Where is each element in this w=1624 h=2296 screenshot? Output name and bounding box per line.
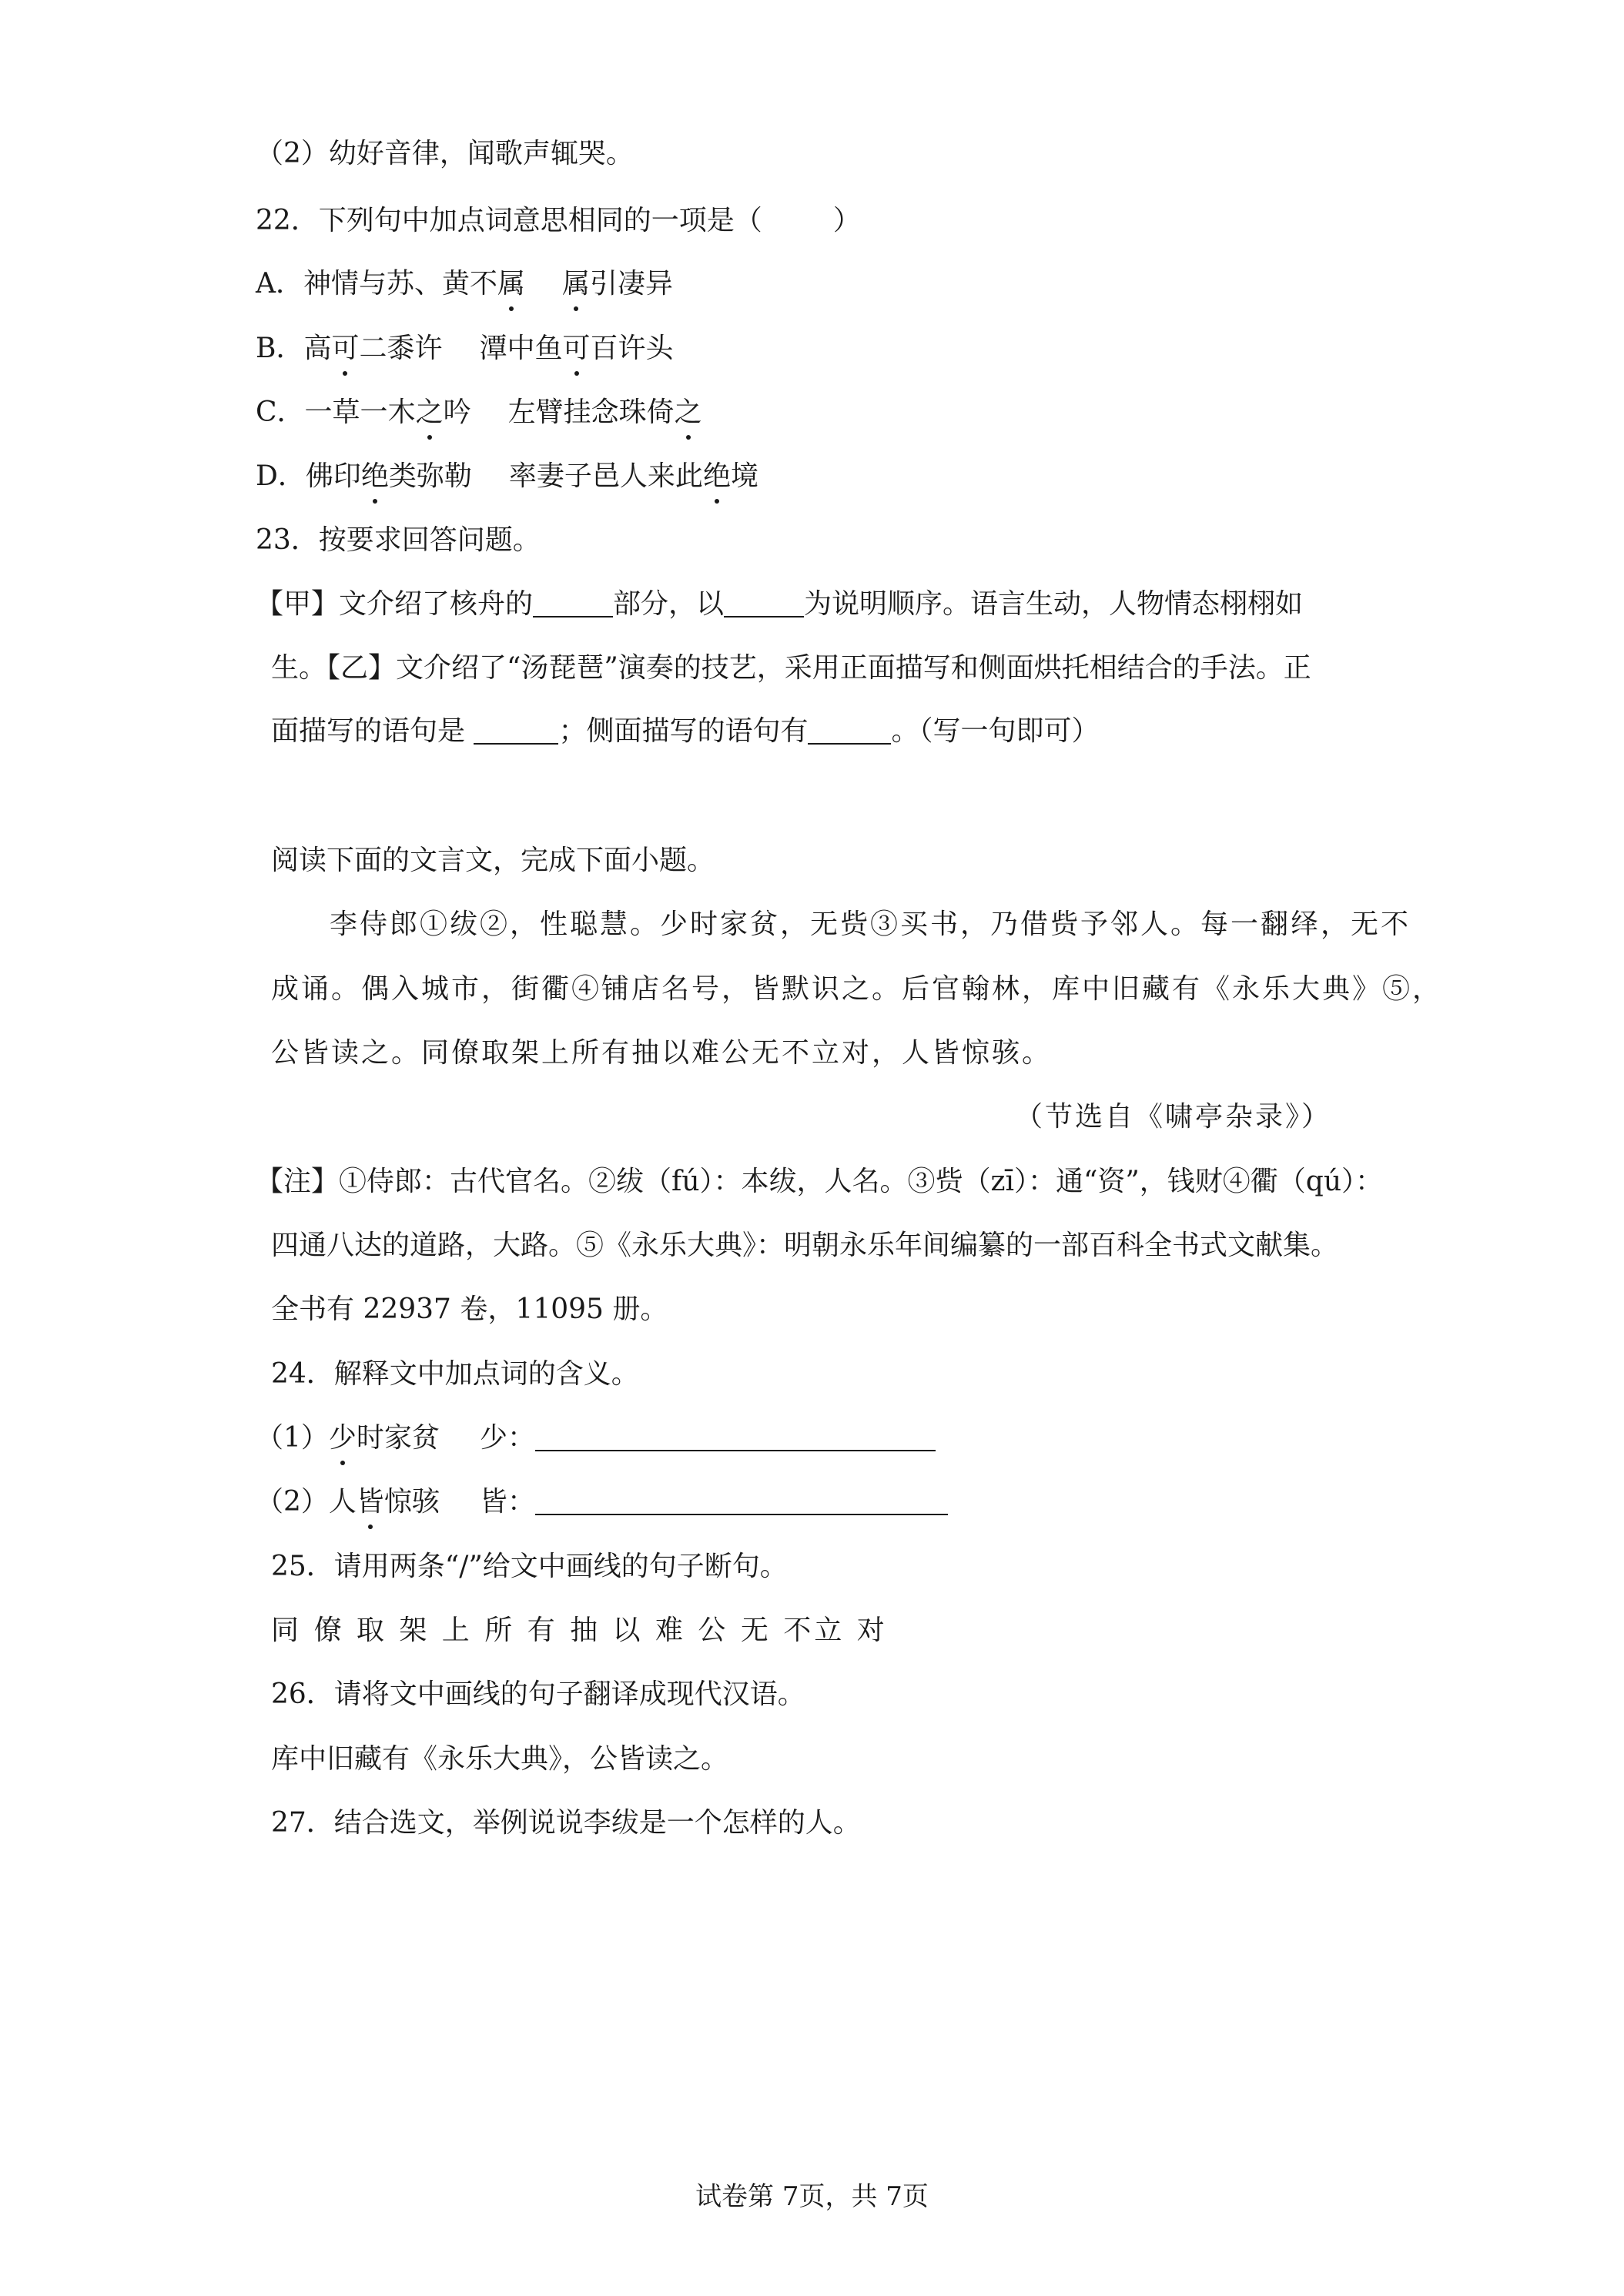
- q27-title: 27．结合选文，举例说说李绂是一个怎样的人。: [271, 1807, 861, 1839]
- page-footer: 试卷第 7页，共 7页: [695, 2181, 929, 2212]
- dotted-word: 皆: [357, 1483, 384, 1521]
- option-letter: C．: [256, 397, 305, 428]
- option-text: 高: [303, 333, 332, 364]
- dotted-word: 少: [329, 1419, 357, 1458]
- q25-title: 25．请用两条“/”给文中画线的句子断句。: [271, 1551, 788, 1582]
- q22-option-a: [0, 265, 1624, 303]
- option-text: 佛印: [305, 460, 361, 492]
- dotted-word: 之: [675, 393, 702, 432]
- q22-option-d: [0, 457, 1624, 496]
- q26-title: 26．请将文中画线的句子翻译成现代汉语。: [271, 1678, 805, 1710]
- dotted-word: 绝: [703, 457, 731, 496]
- q25-sentence: 同 僚 取 架 上 所 有 抽 以 难 公 无 不立 对: [271, 1615, 888, 1646]
- q22-stem-text: 22．下列句中加点词意思相同的一项是（: [256, 205, 762, 236]
- option-text: 百许头: [590, 333, 674, 364]
- option-text: 二黍许: [359, 333, 443, 364]
- option-letter: B．: [256, 333, 304, 364]
- option-text: 率妻子邑人来此: [508, 460, 703, 492]
- q26-sentence: 库中旧藏有《永乐大典》，公皆读之。: [271, 1743, 729, 1775]
- q22-option-c: [0, 393, 1624, 432]
- q23-line-3: 面描写的语句是 ；侧面描写的语句有 。（写一句即可）: [271, 715, 1100, 747]
- q22-stem: [0, 202, 1624, 240]
- answer-blank[interactable]: [474, 717, 558, 745]
- q24-item-2: （2）人皆惊骇 皆：: [0, 1483, 1624, 1521]
- q22-stem-close: ）: [832, 205, 861, 236]
- q21-item-2: （2）幼好音律，闻歌声辄哭。: [256, 138, 634, 169]
- option-text: 引凄异: [590, 268, 674, 300]
- passage-line-3: 公皆读之。同僚取架上所有抽以难公无不立对，人皆惊骇。: [271, 1037, 1053, 1069]
- passage-line-2: 成诵。偶入城市，街衢④铺店名号，皆默识之。后官翰林，库中旧藏有《永乐大典》⑤，: [271, 973, 1443, 1005]
- option-text: 境: [730, 460, 758, 492]
- option-letter: A．: [256, 268, 303, 300]
- answer-blank[interactable]: [724, 590, 804, 618]
- answer-line[interactable]: [535, 1424, 936, 1451]
- dotted-word: 之: [416, 393, 444, 432]
- option-letter: D．: [256, 460, 306, 492]
- reading-intro: 阅读下面的文言文，完成下面小题。: [271, 845, 715, 876]
- option-text: 吟: [443, 397, 471, 428]
- dotted-word: 可: [563, 330, 591, 368]
- option-text: 左臂挂念珠倚: [507, 397, 675, 428]
- answer-line[interactable]: [535, 1488, 948, 1515]
- option-text: 类弥勒: [388, 460, 472, 492]
- passage-line-1: 李侍郎①绂②，性聪慧。少时家贫，无赀③买书，乃借赀予邻人。每一翻绎，无不: [330, 909, 1411, 940]
- dotted-word: 属: [562, 265, 590, 303]
- passage-source: （节选自《啸亭杂录》）: [1014, 1101, 1331, 1133]
- note-line-2: 四通八达的道路，大路。⑤《永乐大典》：明朝永乐年间编纂的一部百科全书式文献集。: [271, 1230, 1339, 1261]
- q24-title: 24．解释文中加点词的含义。: [271, 1358, 639, 1390]
- note-line-3: 全书有 22937 卷，11095 册。: [271, 1294, 668, 1325]
- answer-blank[interactable]: [533, 590, 613, 618]
- option-text: 潭中鱼: [479, 333, 563, 364]
- option-text: 神情与苏、黄不: [303, 268, 498, 300]
- q23-line-1: 【甲】文介绍了核舟的 部分，以 为说明顺序。语言生动，人物情态栩栩如: [256, 588, 1304, 620]
- q23-title: 23．按要求回答问题。: [256, 524, 541, 556]
- dotted-word: 属: [497, 265, 525, 303]
- dotted-word: 绝: [361, 457, 389, 496]
- dotted-word: 可: [331, 330, 359, 368]
- q24-item-1: （1）少时家贫 少：: [0, 1419, 1624, 1458]
- q22-option-b: [0, 330, 1624, 368]
- q23-line-2: 生。【乙】文介绍了“汤琵琶”演奏的技艺，采用正面描写和侧面烘托相结合的手法。正: [271, 652, 1311, 684]
- option-text: 一草一木: [304, 397, 416, 428]
- answer-blank[interactable]: [808, 717, 891, 745]
- note-line-1: 【注】①侍郎：古代官名。②绂（fú）：本绂，人名。③赀（zī）：通“资”，钱财④衢（qú）：: [256, 1166, 1384, 1197]
